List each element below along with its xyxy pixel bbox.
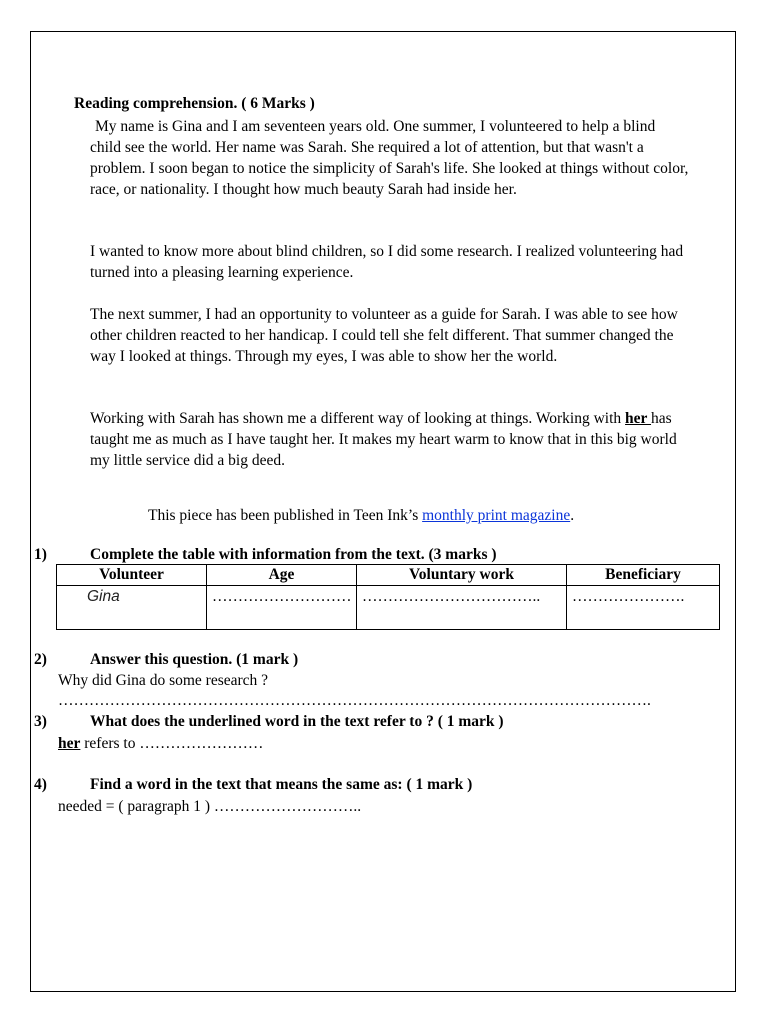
q3-word: her [58, 735, 81, 752]
q4-prompt: Find a word in the text that means the same as: ( 1 mark ) [90, 776, 473, 793]
q3-answer-line[interactable]: refers to …………………… [80, 735, 264, 752]
table-header: Volunteer [57, 565, 207, 586]
paragraph-1: My name is Gina and I am seventeen years old. One summer, I volunteered to help a blind child see the world. Her name was Sarah. She required a lot of attention, but that wasn't a problem. I soon began to notice the simplicity of Sarah's life. She looked at things without color, race, or nationality. I thought how much beauty Sarah had inside her. [90, 118, 689, 198]
table-cell-age[interactable]: ……………………… [207, 586, 357, 630]
table-cell-volunteer: Gina [57, 586, 207, 630]
section-title: Reading comprehension. ( 6 Marks ) [74, 95, 315, 112]
table-header-row [57, 565, 720, 586]
q1-number: 1) [34, 546, 47, 563]
q2-answer-line[interactable]: ……………………………………………………………………………………………………. [58, 692, 651, 709]
table-cell-work[interactable]: …………………………….. [357, 586, 567, 630]
magazine-link[interactable]: monthly print magazine [422, 507, 571, 524]
source-note: This piece has been published in Teen Ink’s monthly print magazine. [148, 507, 575, 524]
underlined-word: her [625, 410, 652, 427]
q2-question: Why did Gina do some research ? [58, 672, 269, 689]
q1-prompt: Complete the table with information from the text. (3 marks ) [90, 546, 497, 563]
paragraph-3: The next summer, I had an opportunity to volunteer as a guide for Sarah. I was able to see how other children reacted to her handicap. I could tell she felt different. That summer changed the way I looked at things. Through my eyes, I was able to show her the world. [90, 306, 678, 365]
q3-number: 3) [34, 713, 47, 730]
paragraph-2: I wanted to know more about blind children, so I did some research. I realized volunteering had turned into a pleasing learning experience. [90, 243, 684, 281]
q4-answer-line[interactable]: needed = ( paragraph 1 ) ……………………….. [58, 798, 362, 815]
table-header: Voluntary work [357, 565, 567, 586]
table-row [57, 586, 720, 630]
table-header: Beneficiary [567, 565, 720, 586]
q2-prompt: Answer this question. (1 mark ) [90, 651, 299, 668]
q3-prompt: What does the underlined word in the text refer to ? ( 1 mark ) [90, 713, 504, 730]
q3-answer [58, 735, 263, 753]
table-header: Age [207, 565, 357, 586]
table-cell-beneficiary[interactable]: …………………. [567, 586, 720, 630]
q2-number: 2) [34, 651, 47, 668]
info-table [56, 564, 720, 630]
q4-number: 4) [34, 776, 47, 793]
paragraph-4: Working with Sarah has shown me a different way of looking at things. Working with her has taught me as much as I have taught her. It makes my heart warm to know that in this big world my little service did a big deed. [90, 410, 677, 469]
